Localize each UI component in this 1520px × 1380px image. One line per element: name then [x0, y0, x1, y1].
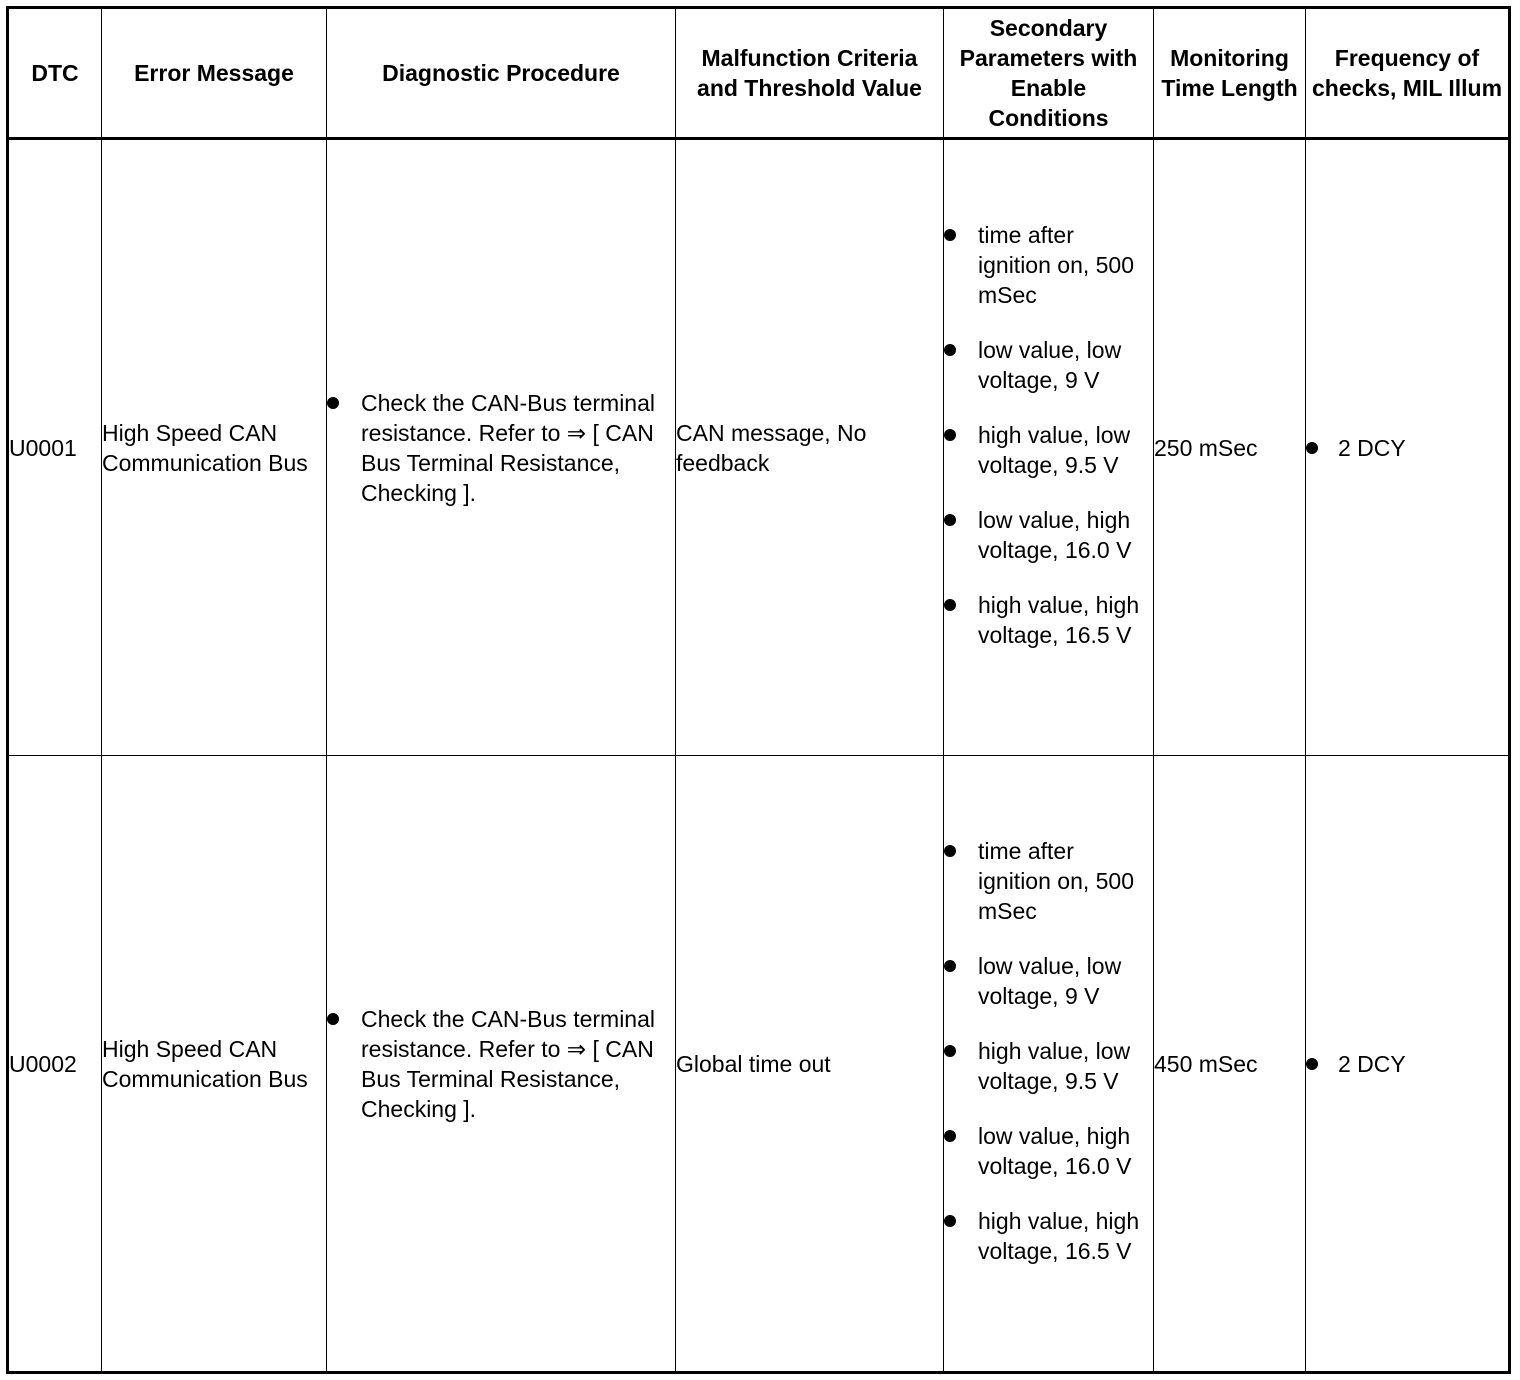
bullet-icon	[944, 1130, 956, 1142]
diagnostic-procedure-text: Check the CAN-Bus terminal resistance. Refer to ⇒ [ CAN Bus Terminal Resistance, Checking ].	[361, 389, 655, 506]
bullet-icon	[944, 429, 956, 441]
secondary-parameter: high value, low voltage, 9.5 V	[978, 1038, 1131, 1094]
list-item	[944, 1206, 1153, 1266]
list-item	[944, 420, 1153, 480]
list-item	[944, 951, 1153, 1011]
list-item	[1306, 433, 1508, 463]
dtc-code: U0001	[8, 139, 102, 756]
header-diagnostic-procedure: Diagnostic Procedure	[327, 8, 676, 139]
list-item	[1306, 1049, 1508, 1079]
list-item	[944, 220, 1153, 310]
header-error-message: Error Message	[102, 8, 327, 139]
diagnostic-procedure-cell	[327, 756, 676, 1373]
list-item	[944, 1036, 1153, 1096]
secondary-parameter: low value, high voltage, 16.0 V	[978, 1123, 1132, 1179]
bullet-icon	[1306, 442, 1318, 454]
secondary-parameter: high value, low voltage, 9.5 V	[978, 422, 1131, 478]
dtc-code: U0002	[8, 756, 102, 1373]
bullet-icon	[944, 1045, 956, 1057]
monitoring-time: 250 mSec	[1154, 139, 1306, 756]
bullet-icon	[944, 960, 956, 972]
frequency-text: 2 DCY	[1338, 1050, 1406, 1077]
header-secondary-parameters: Secondary Parameters with Enable Conditions	[944, 8, 1154, 139]
bullet-icon	[944, 344, 956, 356]
list-item	[944, 836, 1153, 926]
diagnostic-procedure-text: Check the CAN-Bus terminal resistance. Refer to ⇒ [ CAN Bus Terminal Resistance, Checking ].	[361, 1005, 655, 1122]
bullet-icon	[944, 599, 956, 611]
bullet-icon	[944, 514, 956, 526]
list-item	[327, 1004, 675, 1124]
secondary-parameter: low value, low voltage, 9 V	[978, 953, 1122, 1009]
bullet-icon	[327, 397, 339, 409]
header-monitoring-time: Monitoring Time Length	[1154, 8, 1306, 139]
header-malfunction-criteria: Malfunction Criteria and Threshold Value	[676, 8, 944, 139]
diagnostic-procedure-cell	[327, 139, 676, 756]
secondary-parameter: low value, high voltage, 16.0 V	[978, 507, 1132, 563]
table-row	[8, 756, 1510, 1373]
secondary-parameter: time after ignition on, 500 mSec	[978, 838, 1135, 924]
header-frequency: Frequency of checks, MIL Illum	[1306, 8, 1510, 139]
monitoring-time: 450 mSec	[1154, 756, 1306, 1373]
frequency-text: 2 DCY	[1338, 434, 1406, 461]
header-dtc: DTC	[8, 8, 102, 139]
secondary-parameters-cell	[944, 139, 1154, 756]
bullet-icon	[944, 845, 956, 857]
list-item	[327, 388, 675, 508]
frequency-cell	[1306, 756, 1510, 1373]
error-message: High Speed CAN Communication Bus	[102, 756, 327, 1373]
list-item	[944, 335, 1153, 395]
table-row	[8, 139, 1510, 756]
bullet-icon	[1306, 1058, 1318, 1070]
secondary-parameter: high value, high voltage, 16.5 V	[978, 1208, 1140, 1264]
malfunction-criteria: CAN message, No feedback	[676, 139, 944, 756]
secondary-parameter: low value, low voltage, 9 V	[978, 337, 1122, 393]
secondary-parameter: time after ignition on, 500 mSec	[978, 222, 1135, 308]
frequency-cell	[1306, 139, 1510, 756]
dtc-table	[6, 6, 1511, 1374]
secondary-parameter: high value, high voltage, 16.5 V	[978, 592, 1140, 648]
header-row	[8, 8, 1510, 139]
bullet-icon	[944, 229, 956, 241]
bullet-icon	[327, 1013, 339, 1025]
malfunction-criteria: Global time out	[676, 756, 944, 1373]
secondary-parameters-cell	[944, 756, 1154, 1373]
error-message: High Speed CAN Communication Bus	[102, 139, 327, 756]
bullet-icon	[944, 1215, 956, 1227]
list-item	[944, 1121, 1153, 1181]
list-item	[944, 590, 1153, 650]
list-item	[944, 505, 1153, 565]
